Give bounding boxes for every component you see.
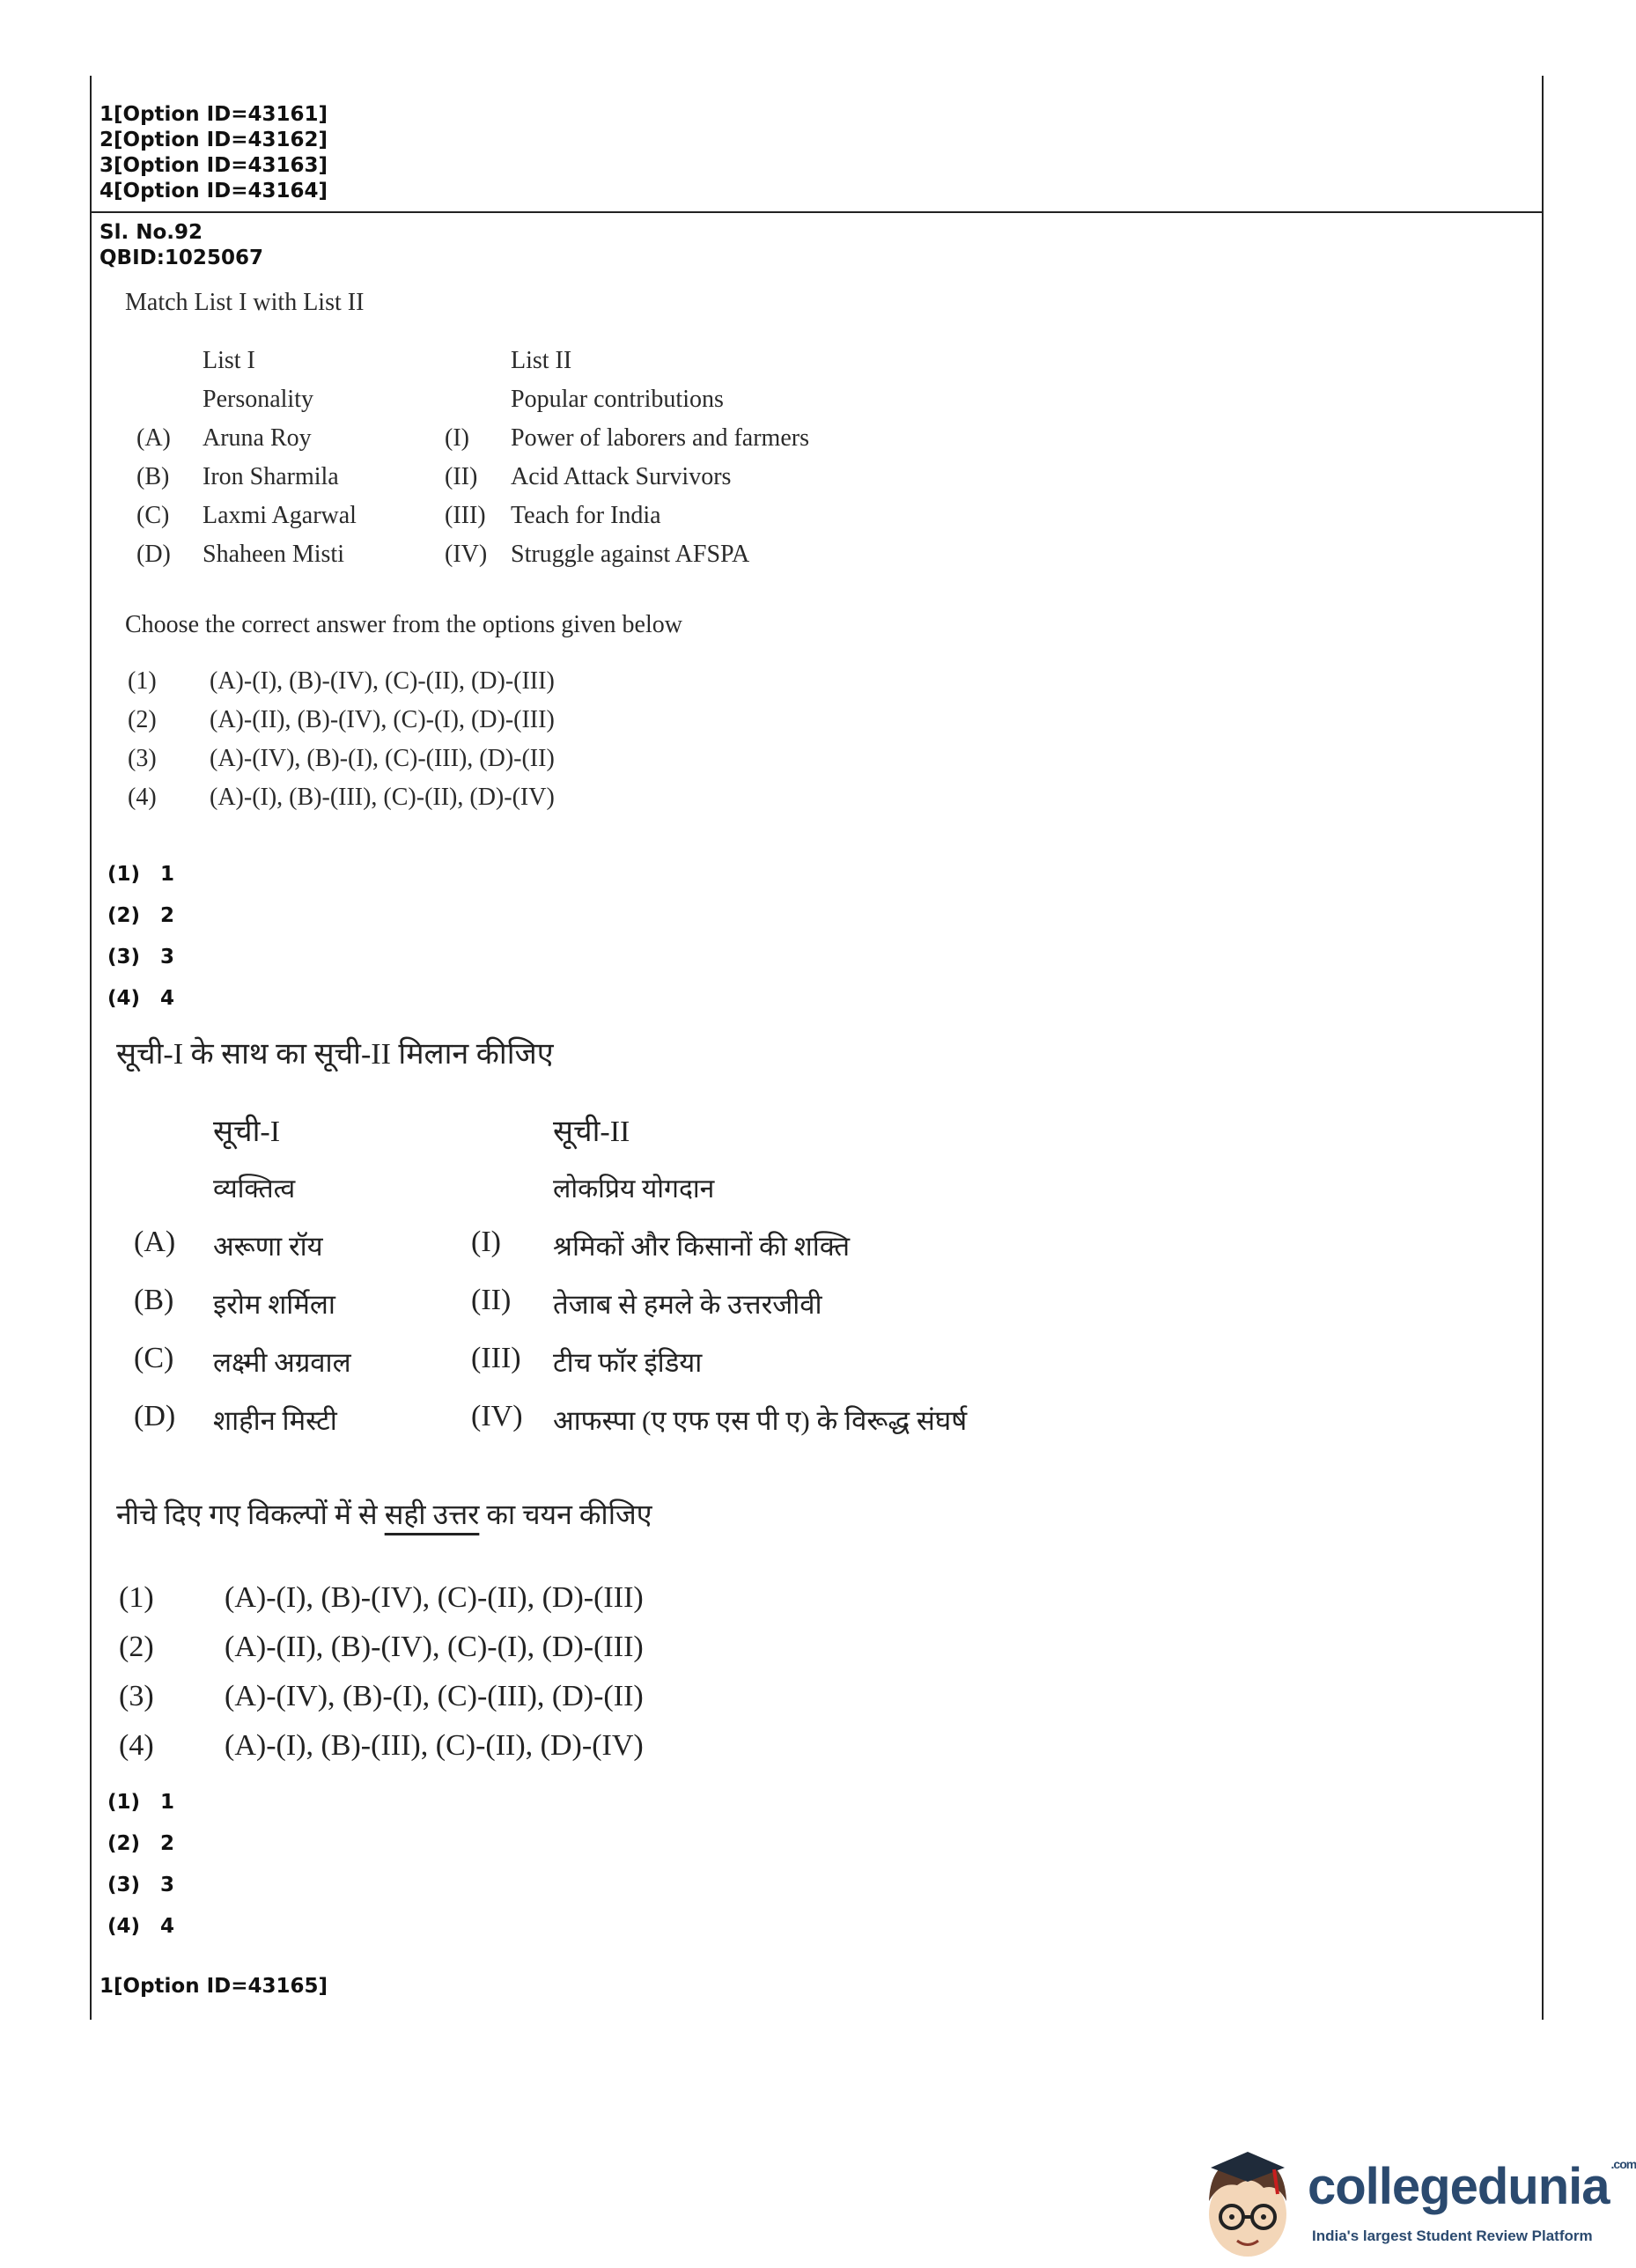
footer-option-id: 1[Option ID=43165] bbox=[99, 1975, 328, 1998]
row-key: (A) bbox=[134, 1226, 176, 1258]
brand-tagline: India's largest Student Review Platform bbox=[1312, 2228, 1593, 2244]
row-key: (B) bbox=[136, 463, 170, 490]
option-id-line: 2[Option ID=43162] bbox=[99, 129, 328, 151]
row-contribution: श्रमिकों और किसानों की शक्ति bbox=[553, 1231, 851, 1262]
row-contribution: Teach for India bbox=[511, 502, 661, 529]
option-text: (A)-(II), (B)-(IV), (C)-(I), (D)-(III) bbox=[210, 706, 555, 733]
row-contribution: तेजाब से हमले के उत्तरजीवी bbox=[553, 1289, 822, 1320]
instruction: सूची-I के साथ का सूची-II मिलान कीजिए bbox=[116, 1038, 554, 1071]
row-contribution: Acid Attack Survivors bbox=[511, 463, 732, 490]
row-roman: (II) bbox=[445, 463, 478, 490]
list1-title: सूची-I bbox=[213, 1116, 281, 1148]
row-roman: (II) bbox=[471, 1284, 512, 1316]
option-id-line: 1[Option ID=43161] bbox=[99, 103, 328, 126]
row-roman: (III) bbox=[471, 1342, 521, 1374]
left-border bbox=[90, 76, 92, 2020]
option-number: (3) bbox=[128, 745, 157, 772]
row-key: (C) bbox=[134, 1342, 174, 1374]
row-roman: (I) bbox=[471, 1226, 501, 1258]
question-meta bbox=[99, 220, 263, 271]
option-number: (1) bbox=[128, 667, 157, 695]
option-text: (A)-(IV), (B)-(I), (C)-(III), (D)-(II) bbox=[210, 745, 555, 772]
row-contribution: Power of laborers and farmers bbox=[511, 424, 809, 452]
collegedunia-logo bbox=[1193, 2139, 1636, 2263]
choose-pre: नीचे दिए गए विकल्पों में से bbox=[116, 1498, 378, 1530]
row-personality: इरोम शर्मिला bbox=[213, 1289, 335, 1320]
option-text: (A)-(I), (B)-(IV), (C)-(II), (D)-(III) bbox=[210, 667, 555, 695]
choose-instruction bbox=[116, 1495, 652, 1533]
row-contribution: Struggle against AFSPA bbox=[511, 541, 750, 568]
option-text: (A)-(I), (B)-(III), (C)-(II), (D)-(IV) bbox=[210, 784, 555, 811]
answer-option[interactable]: (2) 2 bbox=[107, 904, 175, 927]
option-number: (1) bbox=[119, 1581, 154, 1614]
answer-option[interactable]: (2) 2 bbox=[107, 1832, 175, 1855]
list2-title: सूची-II bbox=[553, 1116, 630, 1148]
list2-title: List II bbox=[511, 347, 572, 374]
answer-option[interactable]: (3) 3 bbox=[107, 1874, 175, 1896]
brand-name: collegedunia $^{.com}$ bbox=[1308, 2157, 1636, 2215]
row-key: (B) bbox=[134, 1284, 174, 1316]
qbid: QBID:1025067 bbox=[99, 247, 263, 269]
row-personality: लक्ष्मी अग्रवाल bbox=[213, 1347, 351, 1378]
list1-subtitle: व्यक्तित्व bbox=[213, 1174, 296, 1204]
mascot-icon bbox=[1193, 2139, 1299, 2263]
choose-instruction: Choose the correct answer from the options given below bbox=[125, 611, 682, 638]
row-key: (D) bbox=[134, 1400, 176, 1432]
option-number: (2) bbox=[128, 706, 157, 733]
option-number: (3) bbox=[119, 1680, 154, 1712]
option-number: (2) bbox=[119, 1631, 154, 1663]
answer-option[interactable]: (4) 4 bbox=[107, 987, 175, 1010]
list1-subtitle: Personality bbox=[203, 386, 313, 413]
row-contribution: आफस्पा (ए एफ एस पी ए) के विरूद्ध संघर्ष bbox=[553, 1405, 968, 1436]
option-number: (4) bbox=[128, 784, 157, 811]
choose-underlined: सही उत्तर bbox=[384, 1498, 480, 1530]
row-personality: शाहीन मिस्टी bbox=[213, 1405, 337, 1436]
section-divider bbox=[91, 211, 1543, 213]
option-id-line: 4[Option ID=43164] bbox=[99, 180, 328, 202]
row-personality: अरूणा रॉय bbox=[213, 1231, 323, 1262]
row-key: (D) bbox=[136, 541, 171, 568]
serial-number: Sl. No.92 bbox=[99, 221, 203, 244]
list2-subtitle: लोकप्रिय योगदान bbox=[553, 1174, 715, 1204]
row-roman: (IV) bbox=[471, 1400, 523, 1432]
brand-suffix: .com bbox=[1610, 2157, 1636, 2171]
option-text: (A)-(IV), (B)-(I), (C)-(III), (D)-(II) bbox=[225, 1680, 644, 1712]
header-options bbox=[99, 102, 328, 204]
row-personality: Shaheen Misti bbox=[203, 541, 344, 568]
row-personality: Aruna Roy bbox=[203, 424, 312, 452]
answer-option[interactable]: (1) 1 bbox=[107, 1791, 175, 1814]
option-number: (4) bbox=[119, 1729, 154, 1762]
option-text: (A)-(II), (B)-(IV), (C)-(I), (D)-(III) bbox=[225, 1631, 644, 1663]
right-border bbox=[1542, 76, 1544, 2020]
answer-option[interactable]: (3) 3 bbox=[107, 946, 175, 968]
option-text: (A)-(I), (B)-(III), (C)-(II), (D)-(IV) bbox=[225, 1729, 644, 1762]
list1-title: List I bbox=[203, 347, 255, 374]
answer-option[interactable]: (1) 1 bbox=[107, 863, 175, 886]
option-text: (A)-(I), (B)-(IV), (C)-(II), (D)-(III) bbox=[225, 1581, 644, 1614]
row-key: (C) bbox=[136, 502, 170, 529]
row-contribution: टीच फॉर इंडिया bbox=[553, 1347, 703, 1378]
option-id-line: 3[Option ID=43163] bbox=[99, 154, 328, 177]
answer-option[interactable]: (4) 4 bbox=[107, 1915, 175, 1938]
row-roman: (III) bbox=[445, 502, 486, 529]
list2-subtitle: Popular contributions bbox=[511, 386, 724, 413]
row-personality: Laxmi Agarwal bbox=[203, 502, 357, 529]
instruction: Match List I with List II bbox=[125, 289, 365, 316]
row-roman: (I) bbox=[445, 424, 469, 452]
choose-post: का चयन कीजिए bbox=[486, 1498, 652, 1530]
row-personality: Iron Sharmila bbox=[203, 463, 339, 490]
row-key: (A) bbox=[136, 424, 171, 452]
row-roman: (IV) bbox=[445, 541, 488, 568]
